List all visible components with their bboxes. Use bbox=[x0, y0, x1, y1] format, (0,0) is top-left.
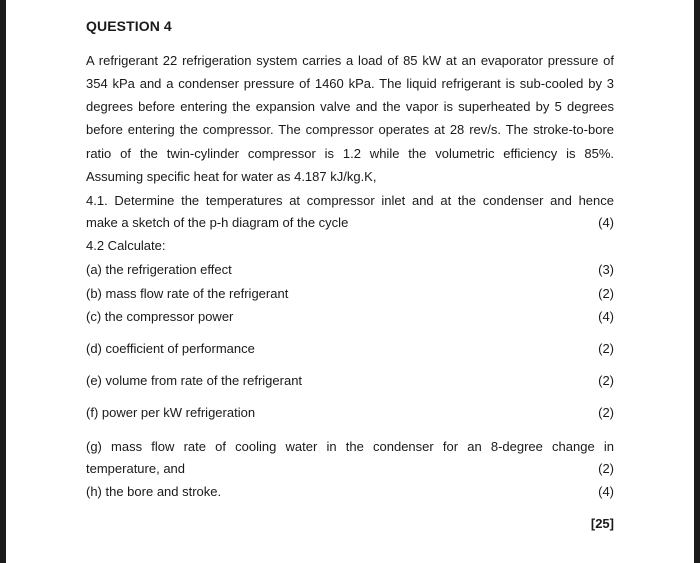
item-text: (e) volume from rate of the refrigerant bbox=[86, 373, 303, 388]
item-row-h bbox=[86, 483, 614, 501]
left-edge-border bbox=[0, 0, 6, 563]
item-text: (d) coefficient of performance bbox=[86, 341, 255, 356]
item-row-g bbox=[86, 460, 614, 478]
item-marks: (4) bbox=[598, 309, 614, 324]
part2-heading: 4.2 Calculate: bbox=[86, 238, 166, 253]
intro-line: degrees before entering the expansion valve and the vapor is superheated by 5 degrees bbox=[86, 99, 614, 114]
question-title: QUESTION 4 bbox=[86, 18, 172, 34]
part1-line2-row bbox=[86, 214, 614, 232]
item-row-d bbox=[86, 340, 614, 358]
item-marks: (3) bbox=[598, 262, 614, 277]
item-g-marks: (2) bbox=[598, 461, 614, 476]
part2-heading-row bbox=[86, 237, 614, 255]
item-g-line1: (g) mass flow rate of cooling water in the condenser for an 8-degree change in bbox=[86, 439, 614, 454]
right-edge-border bbox=[694, 0, 700, 563]
intro-line: before entering the compressor. The compressor operates at 28 rev/s. The stroke-to-bore bbox=[86, 122, 614, 137]
item-row-c bbox=[86, 308, 614, 326]
item-g-line2: temperature, and bbox=[86, 461, 186, 476]
item-text: (a) the refrigeration effect bbox=[86, 262, 232, 277]
intro-line: ratio of the twin-cylinder compressor is 1.2 while the volumetric efficiency is 85%. bbox=[86, 146, 614, 161]
item-row-e bbox=[86, 372, 614, 390]
item-text: (c) the compressor power bbox=[86, 309, 234, 324]
item-marks: (2) bbox=[598, 286, 614, 301]
intro-line: Assuming specific heat for water as 4.187 kJ/kg.K, bbox=[86, 169, 377, 184]
item-row-f bbox=[86, 404, 614, 422]
part1-marks: (4) bbox=[598, 215, 614, 230]
intro-line: 354 kPa and a condenser pressure of 1460 kPa. The liquid refrigerant is sub-cooled by 3 bbox=[86, 76, 614, 91]
item-text: (b) mass flow rate of the refrigerant bbox=[86, 286, 289, 301]
item-text: (f) power per kW refrigeration bbox=[86, 405, 256, 420]
part1-line2: make a sketch of the p-h diagram of the cycle bbox=[86, 215, 349, 230]
item-row-a bbox=[86, 261, 614, 279]
part1-line1: 4.1. Determine the temperatures at compressor inlet and at the condenser and hence bbox=[86, 193, 614, 208]
item-marks: (2) bbox=[598, 373, 614, 388]
total-marks: [25] bbox=[590, 516, 614, 531]
item-marks: (2) bbox=[598, 405, 614, 420]
item-h-marks: (4) bbox=[598, 484, 614, 499]
intro-line: A refrigerant 22 refrigeration system carries a load of 85 kW at an evaporator pressure of bbox=[86, 53, 614, 68]
item-row-b bbox=[86, 285, 614, 303]
item-h-text: (h) the bore and stroke. bbox=[86, 484, 222, 499]
item-marks: (2) bbox=[598, 341, 614, 356]
